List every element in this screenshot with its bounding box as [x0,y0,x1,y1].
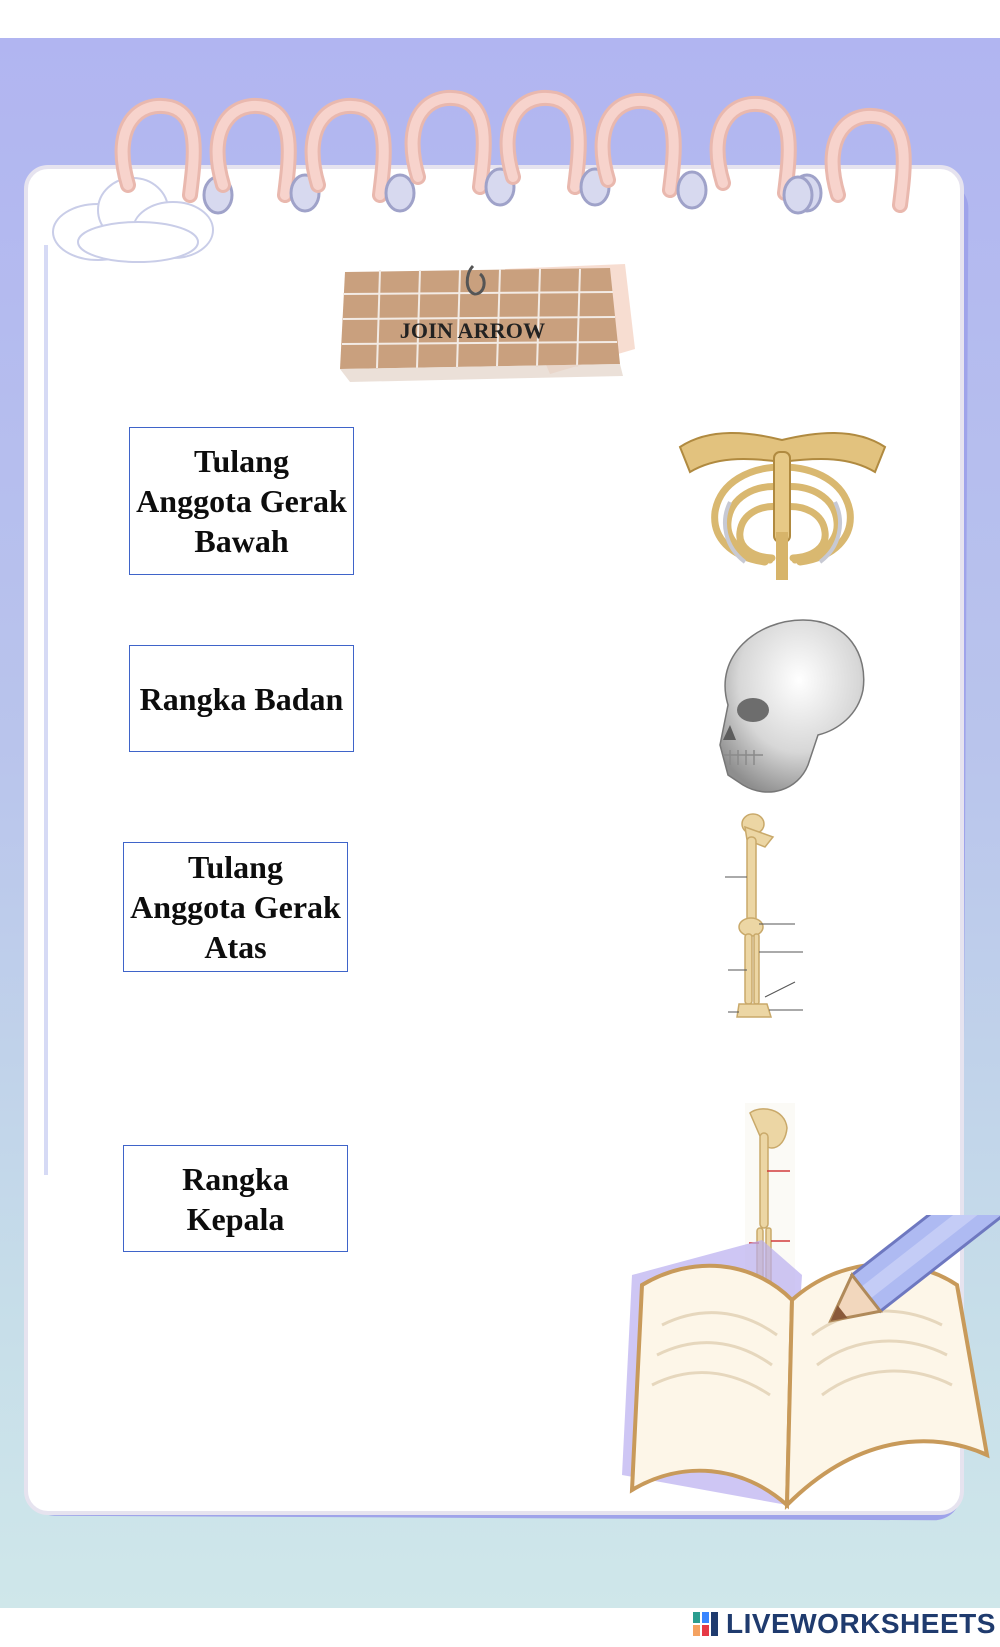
label-text-4: Rangka Kepala [182,1160,289,1237]
spiral-rings [100,85,940,225]
rib-cage-image[interactable] [670,412,895,580]
notebook-edge [44,245,48,1175]
liveworksheets-logo-icon [692,1610,720,1638]
label-text-3: Tulang Anggota Gerak Atas [130,849,341,965]
leg-bones-image[interactable] [725,812,810,1022]
brand-logo[interactable] [692,1606,996,1642]
label-text-1: Tulang Anggota Gerak Bawah [136,443,347,559]
label-box-3[interactable] [123,842,348,972]
label-box-1[interactable] [129,427,354,575]
label-box-4[interactable] [123,1145,348,1252]
banner-title: JOIN ARROW [399,318,546,343]
label-text-2: Rangka Badan [139,680,344,717]
label-box-2[interactable] [129,645,354,752]
book-pencil-illustration [612,1215,1000,1515]
brand-name: LIVEWORKSHEETS [726,1608,996,1639]
skull-image[interactable] [708,615,868,800]
